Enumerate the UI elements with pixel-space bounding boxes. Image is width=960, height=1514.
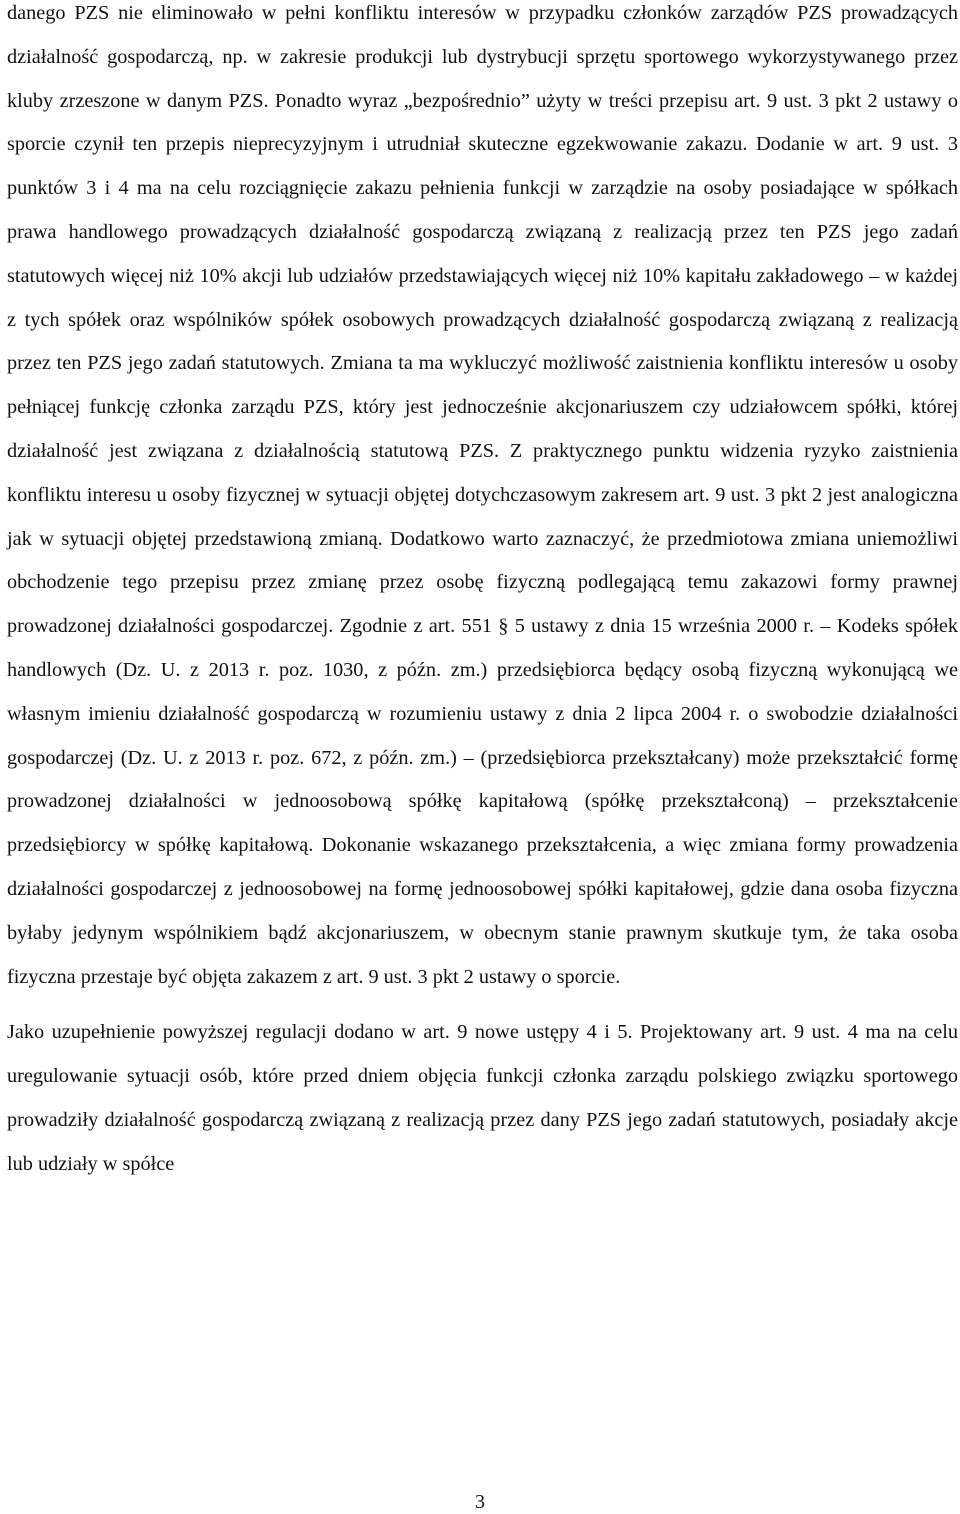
paragraph-2: Jako uzupełnienie powyższej regulacji dodano w art. 9 nowe ustępy 4 i 5. Projektowany art. 9 ust. 4 ma na celu uregulowanie sytuacji osób, które przed dniem objęcia funkcji członka zarządu polskiego związku sportowego prowadziły działalność gospodarczą związaną z realizacją przez dany PZS jego zadań statutowych, posiadały akcje lub udziały w spółce (7, 1021, 958, 1175)
page-number: 3 (475, 1491, 485, 1513)
document-body (7, 0, 958, 1187)
paragraph-1: danego PZS nie eliminowało w pełni konfliktu interesów w przypadku członków zarządów PZS prowadzących działalność gospodarczą, np. w zakresie produkcji lub dystrybucji sprzętu sportowego wykorzystywanego przez kluby zrzeszone w danym PZS. Ponadto wyraz „bezpośrednio” użyty w treści przepisu art. 9 ust. 3 pkt 2 ustawy o sporcie czynił ten przepis nieprecyzyjnym i utrudniał skuteczne egzekwowanie zakazu. Dodanie w art. 9 ust. 3 punktów 3 i 4 ma na celu rozciągnięcie zakazu pełnienia funkcji w zarządzie na osoby posiadające w spółkach prawa handlowego prowadzących działalność gospodarczą związaną z realizacją przez ten PZS jego zadań statutowych więcej niż 10% akcji lub udziałów przedstawiających więcej niż 10% kapitału zakładowego – w każdej z tych spółek oraz wspólników spółek osobowych prowadzących działalność gospodarczą związaną z realizacją przez ten PZS jego zadań statutowych. Zmiana ta ma wykluczyć możliwość zaistnienia konfliktu interesów u osoby pełniącej funkcję członka zarządu PZS, który jest jednocześnie akcjonariuszem czy udziałowcem spółki, której działalność jest związana z działalnością statutową PZS. Z praktycznego punktu widzenia ryzyko zaistnienia konfliktu interesu u osoby fizycznej w sytuacji objętej dotychczasowym zakresem art. 9 ust. 3 pkt 2 jest analogiczna jak w sytuacji objętej przedstawioną zmianą. Dodatkowo warto zaznaczyć, że przedmiotowa zmiana uniemożliwi obchodzenie tego przepisu przez zmianę przez osobę fizyczną podlegającą temu zakazowi formy prawnej prowadzonej działalności gospodarczej. Zgodnie z art. 551 § 5 ustawy z dnia 15 września 2000 r. – Kodeks spółek handlowych (Dz. U. z 2013 r. poz. 1030, z późn. zm.) przedsiębiorca będący osobą fizyczną wykonującą we własnym imieniu działalność gospodarczą w rozumieniu ustawy z dnia 2 lipca 2004 r. o swobodzie działalności gospodarczej (Dz. U. z 2013 r. poz. 672, z późn. zm.) – (przedsiębiorca przekształcany) może przekształcić formę prowadzonej działalności w jednoosobową spółkę kapitałową (spółkę przekształconą) – przekształcenie przedsiębiorcy w spółkę kapitałową. Dokonanie wskazanego przekształcenia, a więc zmiana formy prowadzenia działalności gospodarczej z jednoosobowej na formę jednoosobowej spółki kapitałowej, gdzie dana osoba fizyczna byłaby jedynym wspólnikiem bądź akcjonariuszem, w obecnym stanie prawnym skutkuje tym, że taka osoba fizyczna przestaje być objęta zakazem z art. 9 ust. 3 pkt 2 ustawy o sporcie. (7, 2, 958, 988)
